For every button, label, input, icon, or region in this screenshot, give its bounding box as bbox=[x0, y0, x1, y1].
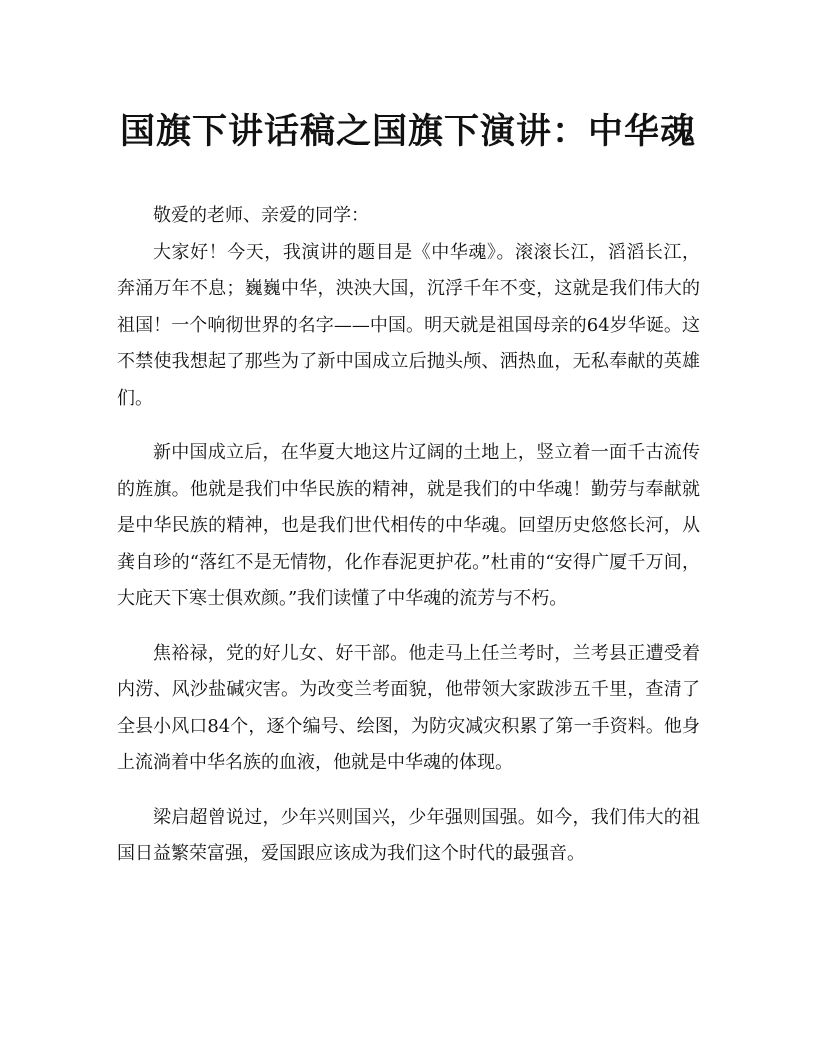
document-body bbox=[117, 198, 700, 891]
paragraph-1: 大家好！今天，我演讲的题目是《中华魂》。滚滚长江，滔滔长江，奔涌万年不息；巍巍中华，泱泱大国，沉浮千年不变，这就是我们伟大的祖国！一个响彻世界的名字——中国。明天就是祖国母亲的64岁华诞。这不禁使我想起了那些为了新中国成立后抛头颅、洒热血，无私奉献的英雄们。 bbox=[117, 241, 700, 409]
salutation: 敬爱的老师、亲爱的同学： bbox=[153, 205, 369, 226]
paragraph-2: 新中国成立后，在华夏大地这片辽阔的土地上，竖立着一面千古流传的旌旗。他就是我们中华民族的精神，就是我们的中华魂！勤劳与奉献就是中华民族的精神，也是我们世代相传的中华魂。回望历史悠悠长河，从龚自珍的“落红不是无情物，化作春泥更护花。”杜甫的“安得广厦千万间，大庇天下寒士俱欢颜。”我们读懂了中华魂的流芳与不朽。 bbox=[117, 442, 700, 609]
paragraph-4: 梁启超曾说过，少年兴则国兴，少年强则国强。如今，我们伟大的祖国日益繁荣富强，爱国跟应该成为我们这个时代的最强音。 bbox=[117, 806, 700, 864]
document-title: 国旗下讲话稿之国旗下演讲：中华魂 bbox=[119, 111, 696, 152]
paragraph-3: 焦裕禄，党的好儿女、好干部。他走马上任兰考时，兰考县正遭受着内涝、风沙盐碱灾害。为改变兰考面貌，他带领大家跋涉五千里，查清了全县小风口84个，逐个编号、绘图，为防灾减灾积累了第一手资料。他身上流淌着中华名族的血液，他就是中华魂的体现。 bbox=[117, 642, 700, 773]
